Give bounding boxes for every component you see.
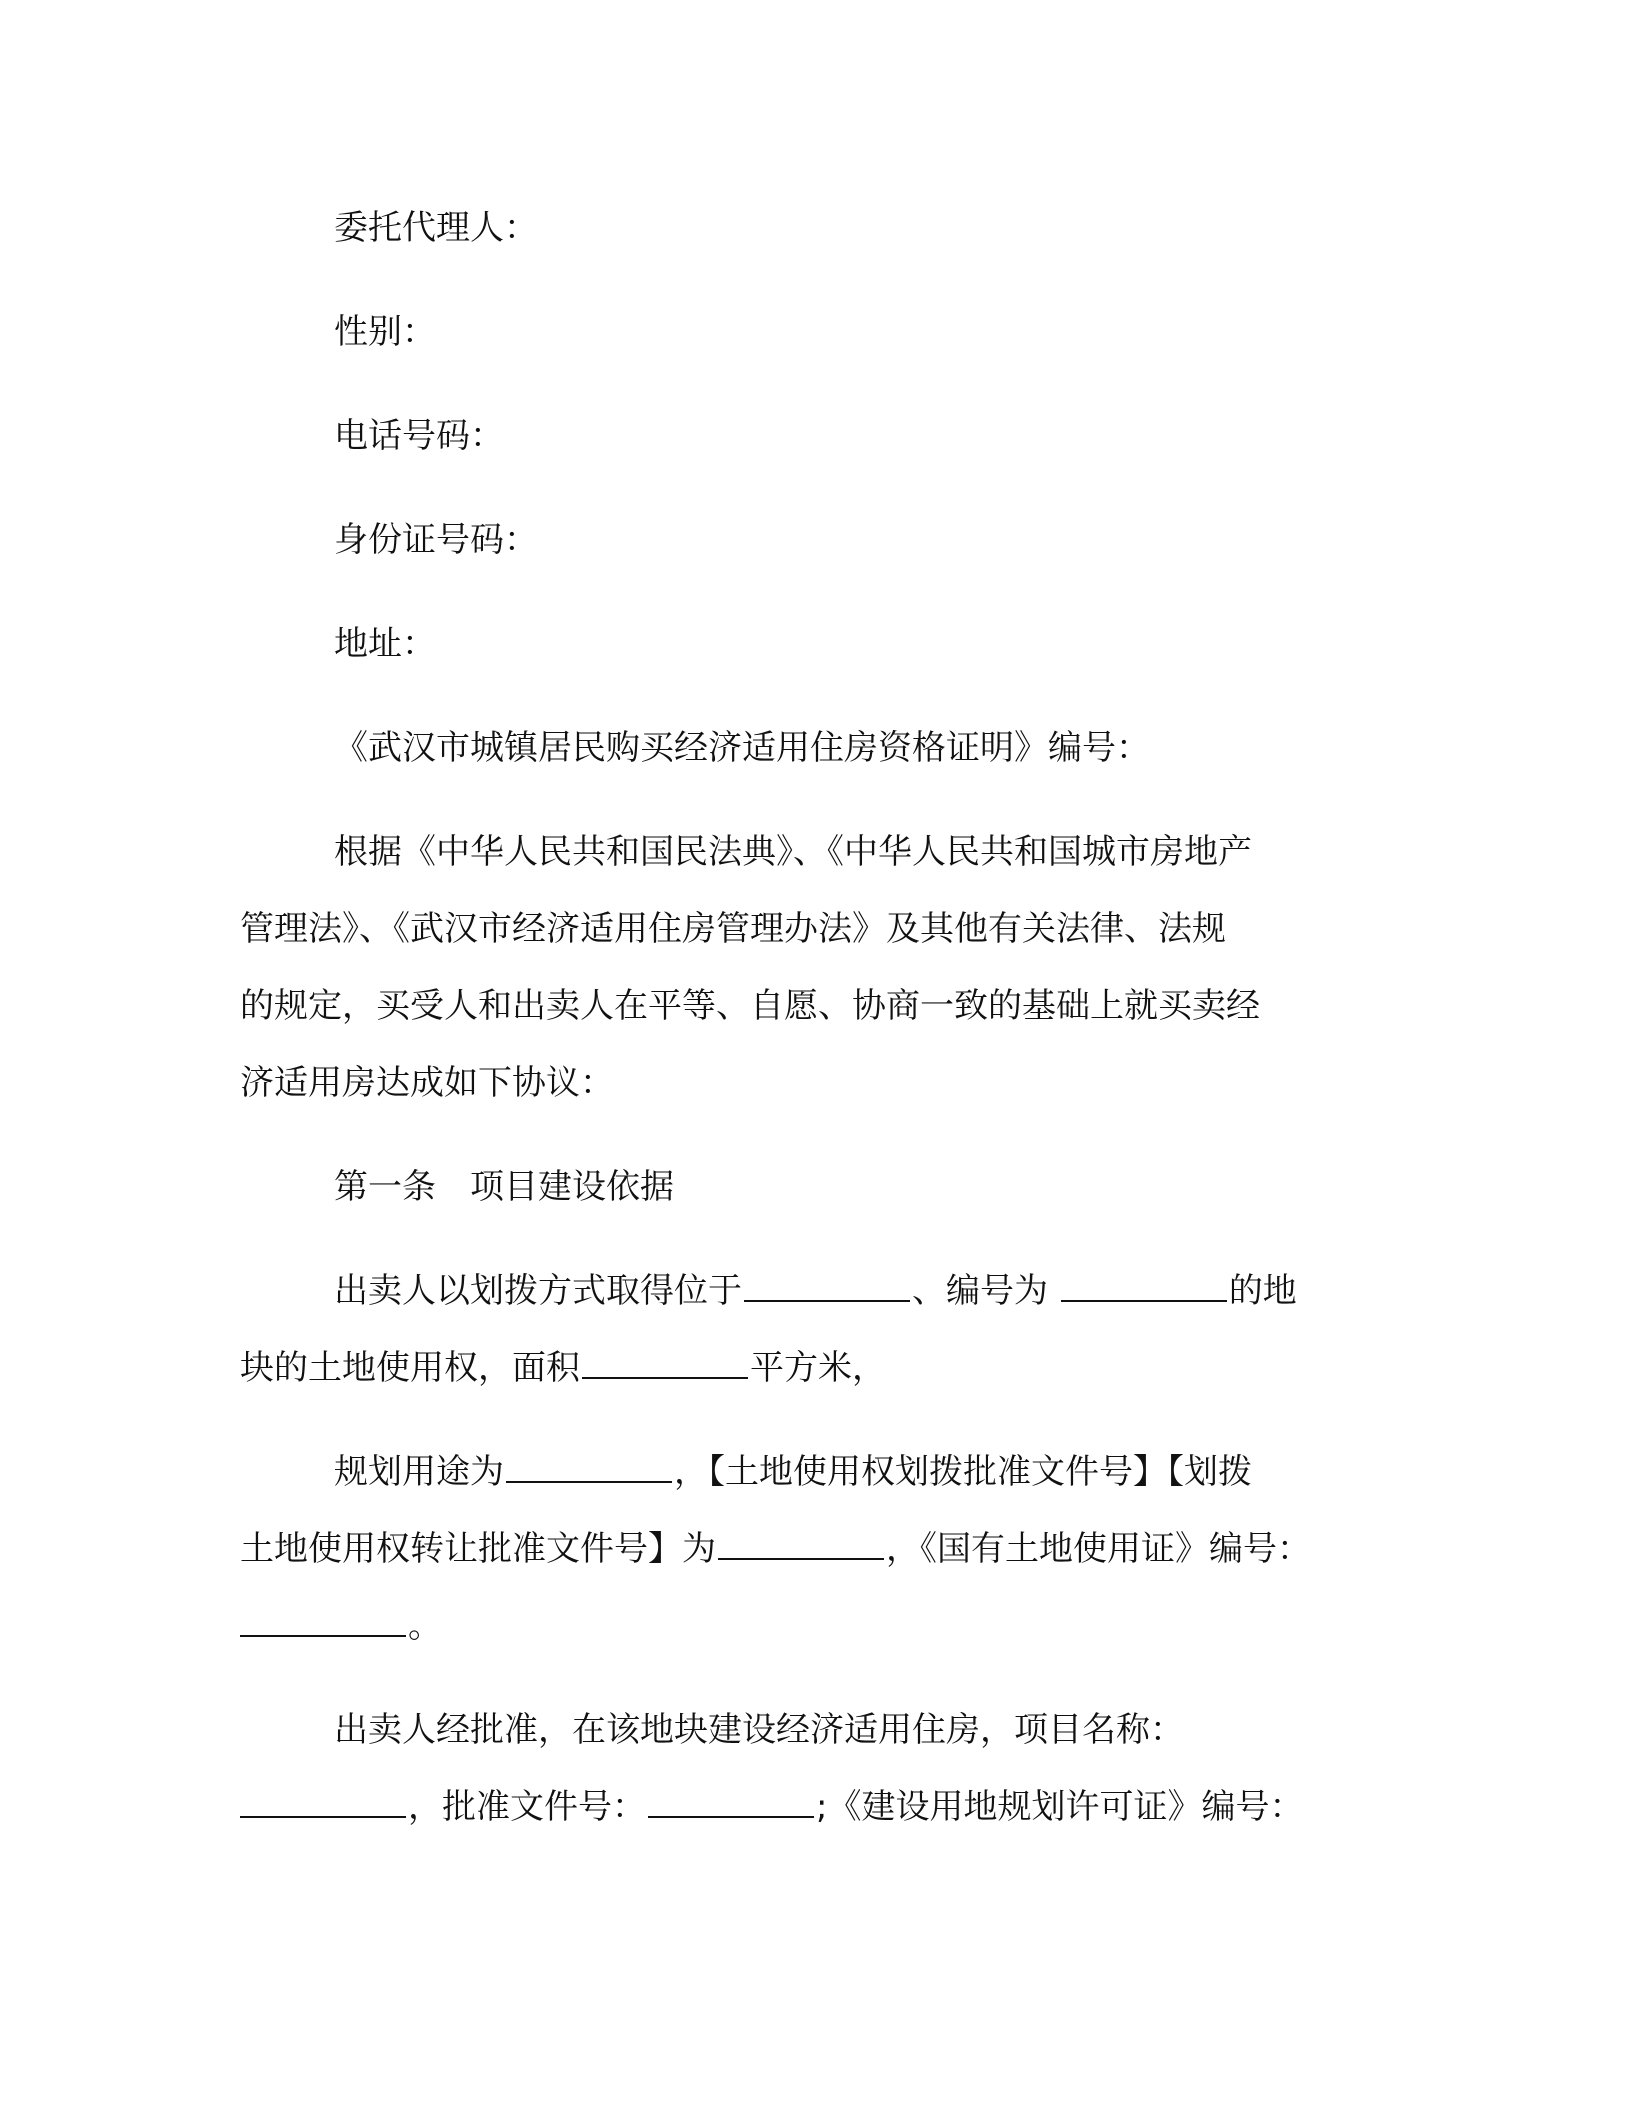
location-blank[interactable] bbox=[744, 1270, 910, 1302]
preamble-paragraph bbox=[240, 814, 1400, 1122]
paragraph-line bbox=[240, 1330, 1400, 1407]
paragraph-line bbox=[240, 1253, 1400, 1330]
text-segment: ，【土地使用权划拨批准文件号】【划拨 bbox=[674, 1452, 1252, 1492]
land-use-paragraph bbox=[240, 1434, 1400, 1665]
paragraph-line bbox=[240, 1434, 1400, 1511]
preamble-line: 根据《中华人民共和国民法典》、《中华人民共和国城市房地产 bbox=[334, 832, 1252, 872]
planned-use-blank[interactable] bbox=[506, 1451, 672, 1483]
parcel-number-blank[interactable] bbox=[1061, 1270, 1227, 1302]
text-segment: 土地使用权转让批准文件号】为 bbox=[240, 1529, 716, 1569]
text-segment: ，《国有土地使用证》编号： bbox=[886, 1529, 1311, 1569]
paragraph-line: 出卖人经批准，在该地块建设经济适用住房，项目名称： bbox=[334, 1710, 1184, 1750]
approval-document-blank[interactable] bbox=[718, 1528, 884, 1560]
text-segment: 出卖人以划拨方式取得位于 bbox=[334, 1271, 742, 1311]
text-segment: 规划用途为 bbox=[334, 1452, 504, 1492]
project-name-blank[interactable] bbox=[240, 1786, 406, 1818]
land-certificate-number-blank[interactable] bbox=[240, 1605, 406, 1637]
preamble-line: 的规定，买受人和出卖人在平等、自愿、协商一致的基础上就买卖经 bbox=[240, 986, 1260, 1026]
text-segment: 、编号为 bbox=[912, 1271, 1048, 1311]
gender-field-label: 性别： bbox=[334, 312, 436, 352]
paragraph-line bbox=[240, 1511, 1400, 1588]
phone-field-label: 电话号码： bbox=[334, 416, 504, 456]
text-segment: 的地 bbox=[1228, 1271, 1297, 1311]
id-number-field-label: 身份证号码： bbox=[334, 520, 538, 560]
preamble-line: 管理法》、《武汉市经济适用住房管理办法》及其他有关法律、法规 bbox=[240, 909, 1226, 949]
document-body bbox=[240, 190, 1400, 1846]
text-segment: 。 bbox=[408, 1606, 442, 1646]
approval-number-blank[interactable] bbox=[648, 1786, 814, 1818]
article-1-heading: 第一条 项目建设依据 bbox=[334, 1167, 674, 1207]
address-field-label: 地址： bbox=[334, 624, 436, 664]
certificate-number-label: 《武汉市城镇居民购买经济适用住房资格证明》编号： bbox=[334, 728, 1150, 768]
area-blank[interactable] bbox=[582, 1347, 748, 1379]
land-acquisition-paragraph bbox=[240, 1253, 1400, 1407]
text-segment: ;《建设用地规划许可证》编号： bbox=[816, 1787, 1304, 1827]
text-segment: 平方米， bbox=[750, 1348, 886, 1388]
project-approval-paragraph bbox=[240, 1692, 1400, 1846]
paragraph-line bbox=[240, 1588, 1400, 1665]
text-segment: 块的土地使用权，面积 bbox=[240, 1348, 580, 1388]
paragraph-line bbox=[240, 1769, 1400, 1846]
text-segment: ，批准文件号： bbox=[408, 1787, 646, 1827]
preamble-line: 济适用房达成如下协议： bbox=[240, 1063, 614, 1103]
agent-field-label: 委托代理人： bbox=[334, 208, 538, 248]
